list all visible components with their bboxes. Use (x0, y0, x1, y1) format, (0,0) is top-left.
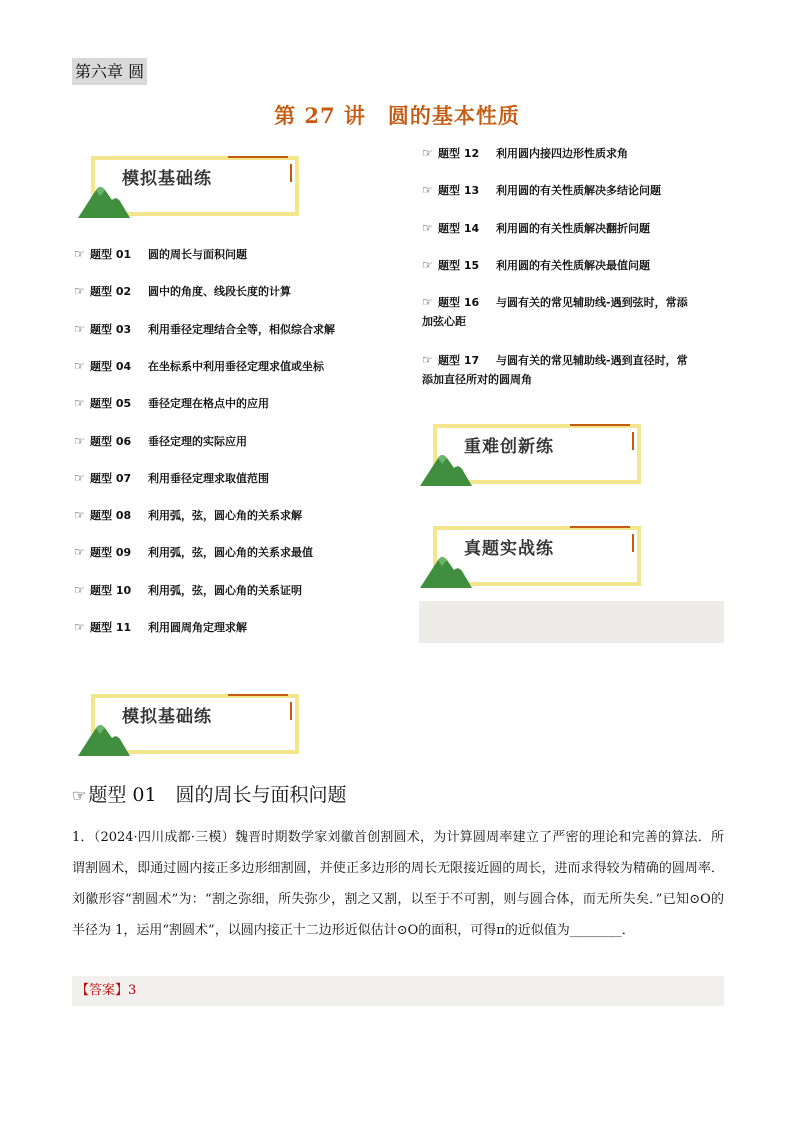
toc-item[interactable] (422, 351, 688, 389)
toc-item-title: 利用弧，弦，圆心角的关系证明 (148, 583, 302, 597)
toc-item-title: 利用垂径定理求取值范围 (148, 471, 269, 485)
toc-item[interactable] (74, 618, 247, 637)
toc-item-code: 题型 03 (90, 322, 132, 336)
toc-item[interactable] (422, 181, 661, 200)
toc-item[interactable] (74, 282, 291, 301)
pointing-hand-icon: ☞ (422, 220, 433, 235)
toc-item-code: 题型 08 (90, 509, 132, 523)
toc-item[interactable] (74, 432, 247, 451)
toc-item-title: 利用垂径定理结合全等，相似综合求解 (148, 322, 335, 336)
toc-item-code: 题型 15 (438, 258, 480, 272)
banner-label: 模拟基础练 (122, 707, 212, 727)
toc-item[interactable] (74, 581, 302, 600)
toc-item-title: 圆中的角度、线段长度的计算 (148, 285, 291, 299)
mountain-icon (78, 722, 130, 756)
toc-item-code: 题型 02 (90, 285, 132, 299)
toc-item-title: 垂径定理的实际应用 (148, 434, 247, 448)
toc-item[interactable] (422, 144, 628, 163)
toc-item-title-continued: 添加直径所对的圆周角 (422, 372, 532, 386)
toc-item-code: 题型 07 (90, 471, 132, 485)
toc-item-code: 题型 06 (90, 434, 132, 448)
toc-item[interactable] (74, 469, 269, 488)
pointing-hand-icon: ☞ (74, 247, 85, 261)
pointing-hand-icon: ☞ (74, 508, 85, 523)
pointing-hand-icon: ☞ (422, 295, 433, 310)
gray-placeholder-box (419, 601, 724, 643)
banner-label: 真题实战练 (464, 539, 554, 559)
toc-item-code: 题型 11 (90, 621, 132, 634)
pointing-hand-icon: ☞ (74, 582, 85, 597)
answer-value: 3 (128, 983, 137, 998)
pointing-hand-icon: ☞ (422, 352, 433, 367)
toc-item-code: 题型 09 (90, 546, 132, 560)
toc-item-code: 题型 05 (90, 397, 132, 411)
toc-item-title: 圆的周长与面积问题 (148, 248, 247, 261)
toc-item-code: 题型 17 (438, 353, 480, 367)
toc-item-code: 题型 10 (90, 583, 132, 597)
pointing-hand-icon: ☞ (422, 146, 433, 160)
pointing-hand-icon: ☞ (74, 284, 85, 299)
pointing-hand-icon: ☞ (74, 470, 85, 485)
toc-item-code: 题型 12 (438, 147, 480, 160)
toc-item-code: 题型 16 (438, 296, 480, 310)
banner-label: 模拟基础练 (122, 169, 212, 189)
toc-item-title: 垂径定理在格点中的应用 (148, 397, 269, 411)
banner-basic-practice (78, 150, 302, 220)
toc-item[interactable] (74, 245, 247, 264)
toc-item[interactable] (422, 293, 688, 331)
banner-hard-innovative (420, 418, 644, 488)
toc-item-title: 与圆有关的常见辅助线-遇到弦时，常添 (496, 296, 688, 310)
toc-item-title: 利用圆的有关性质解决最值问题 (496, 258, 650, 272)
pointing-hand-icon: ☞ (422, 257, 433, 272)
toc-item-title: 利用圆的有关性质解决多结论问题 (496, 184, 661, 198)
pointing-hand-icon: ☞ (74, 358, 85, 373)
toc-item[interactable] (74, 357, 324, 376)
toc-item-code: 题型 01 (90, 248, 132, 261)
toc-item-code: 题型 13 (438, 184, 480, 198)
toc-item-title: 利用圆内接四边形性质求角 (496, 147, 628, 160)
lecture-title: 第 27 讲 圆的基本性质 (274, 103, 520, 128)
toc-item-code: 题型 14 (438, 221, 480, 235)
section-heading (72, 780, 347, 807)
toc-item[interactable] (422, 219, 650, 238)
toc-item-title-continued: 加弦心距 (422, 315, 466, 329)
question-text: 1．（2024·四川成都·三模）魏晋时期数学家刘徽首创割圆术，为计算圆周率建立了严密的理论和完善的算法．所谓割圆术，即通过圆内接正多边形细割圆，并使正多边形的周长无限接近圆的周长，进而求得较为精确的圆周率．刘徽形容“割圆术”为：“割之弥细，所失弥少，割之又割，以至于不可割，则与圆合体，而无所失矣．”已知⊙O的半径为 1，运用“割圆术”，以圆内接正十二边形近似估计⊙O的面积，可得π的近似值为________． (72, 830, 724, 938)
toc-item-code: 题型 04 (90, 359, 132, 373)
toc-item[interactable] (422, 256, 650, 275)
pointing-hand-icon: ☞ (74, 620, 85, 634)
answer-box (72, 976, 724, 1006)
pointing-hand-icon: ☞ (74, 321, 85, 336)
section-heading-text: 题型 01 圆的周长与面积问题 (88, 784, 347, 806)
banner-label: 重难创新练 (464, 437, 554, 457)
chapter-tag: 第六章 圆 (72, 58, 147, 85)
toc-item-title: 与圆有关的常见辅助线-遇到直径时，常 (496, 353, 688, 367)
mountain-icon (420, 554, 472, 588)
toc-item[interactable] (74, 543, 313, 562)
pointing-hand-icon: ☞ (74, 433, 85, 448)
toc-item-title: 在坐标系中利用垂径定理求值或坐标 (148, 359, 324, 373)
banner-basic-practice-2 (78, 688, 302, 758)
toc-item-title: 利用圆的有关性质解决翻折问题 (496, 221, 650, 235)
pointing-hand-icon: ☞ (74, 545, 85, 560)
pointing-hand-icon: ☞ (422, 183, 433, 198)
banner-real-exam (420, 520, 644, 590)
answer-label: 【答案】 (76, 983, 129, 998)
mountain-icon (78, 184, 130, 218)
mountain-icon (420, 452, 472, 486)
toc-item-title: 利用圆周角定理求解 (148, 621, 247, 634)
toc-item[interactable] (74, 394, 269, 413)
toc-item-title: 利用弧，弦，圆心角的关系求解 (148, 509, 302, 523)
toc-item[interactable] (74, 320, 335, 339)
pointing-hand-icon: ☞ (72, 786, 87, 805)
pointing-hand-icon: ☞ (74, 396, 85, 411)
toc-item-title: 利用弧，弦，圆心角的关系求最值 (148, 546, 313, 560)
toc-item[interactable] (74, 506, 302, 525)
